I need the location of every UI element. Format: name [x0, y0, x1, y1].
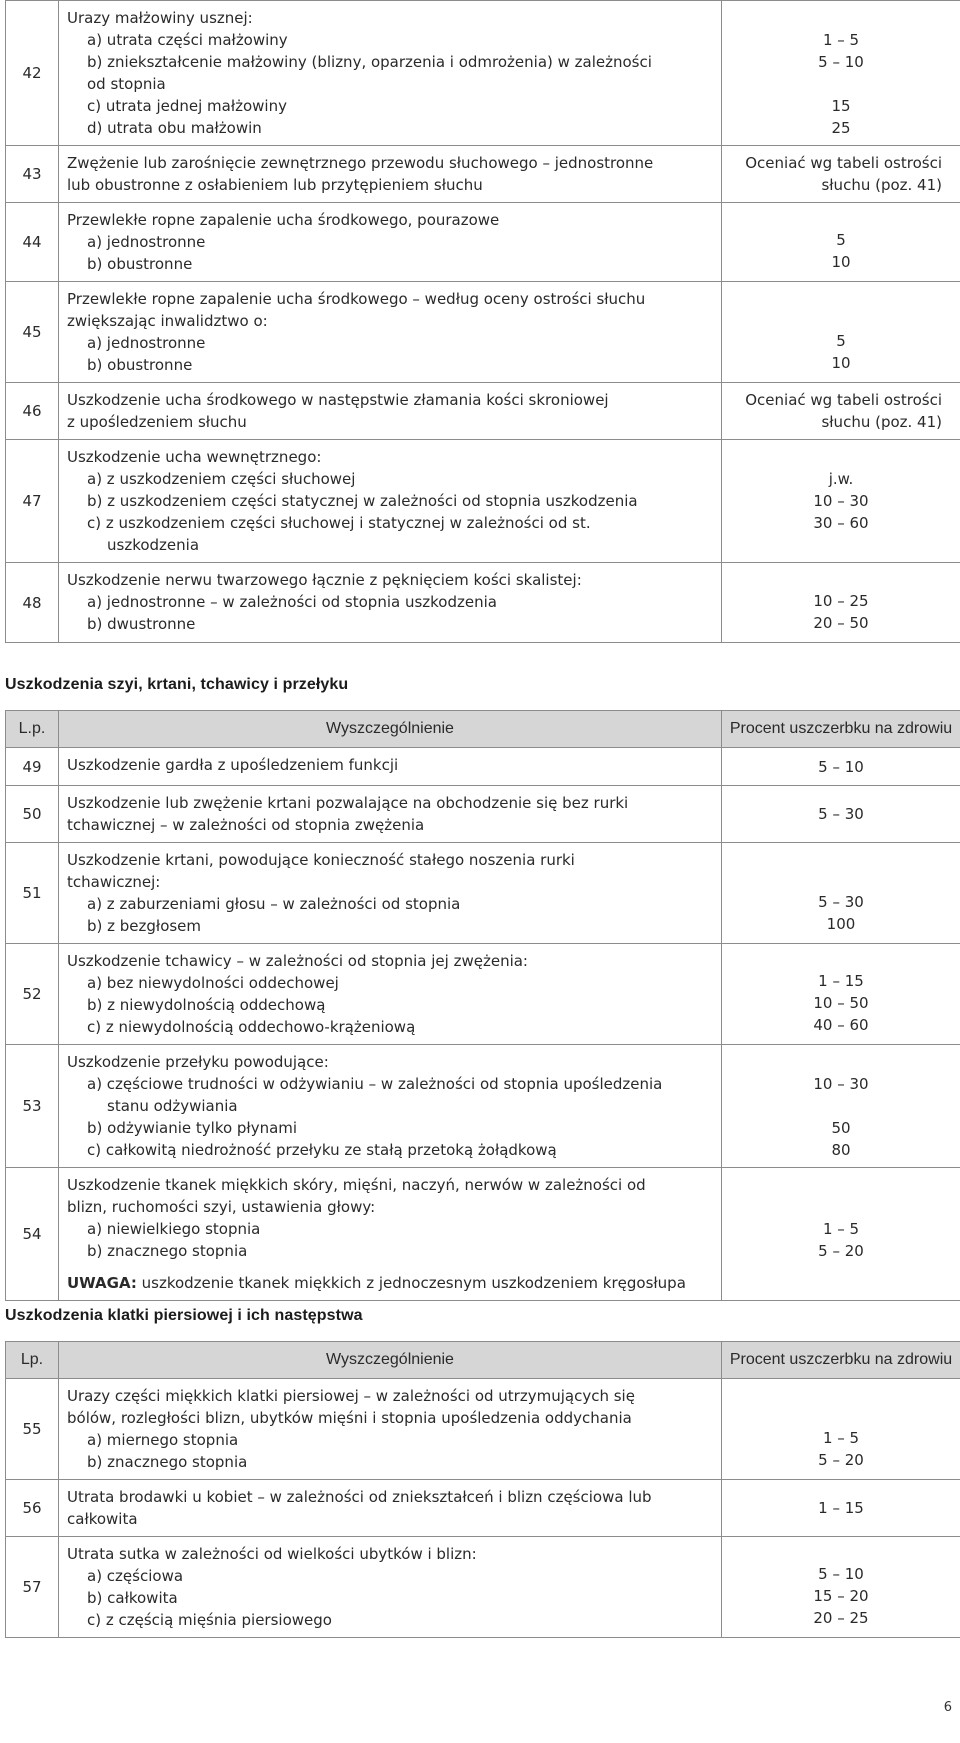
- row-description: Uszkodzenie tchawicy – w zależności od stopnia jej zwężenia: a) bez niewydolności oddechowej b) z niewydolnością oddechową c) z niewydolnością oddechowo-krążeniową: [59, 944, 722, 1045]
- column-header-description: Wyszczególnienie: [59, 711, 722, 748]
- row-lp: 50: [6, 786, 59, 843]
- row-description: Urazy części miękkich klatki piersiowej – w zależności od utrzymujących się bólów, rozległości blizn, ubytków mięśni i stopnia upośledzenia oddychania a) miernego stopnia b) znacznego stopnia: [59, 1379, 722, 1480]
- row-lp: 48: [6, 563, 59, 643]
- table-row: [6, 1537, 960, 1638]
- column-header-lp: Lp.: [6, 1342, 59, 1379]
- table-row: [6, 203, 960, 282]
- row-description: Przewlekłe ropne zapalenie ucha środkowego, pourazowe a) jednostronne b) obustronne: [59, 203, 722, 282]
- row-lp: 45: [6, 282, 59, 383]
- row-lp: 46: [6, 383, 59, 440]
- row-percent: 1 – 15 10 – 50 40 – 60: [722, 944, 960, 1045]
- row-description: Utrata sutka w zależności od wielkości ubytków i blizn: a) częściowa b) całkowita c) z częścią mięśnia piersiowego: [59, 1537, 722, 1638]
- table-row: [6, 1379, 960, 1480]
- table-row: [6, 146, 960, 203]
- table-header-row: [6, 711, 960, 748]
- row-percent: 1 – 15: [722, 1480, 960, 1537]
- table-row: [6, 440, 960, 563]
- note-text: uszkodzenie tkanek miękkich z jednoczesnym uszkodzeniem kręgosłupa: [136, 1274, 686, 1292]
- table-row: [6, 786, 960, 843]
- row-lp: 52: [6, 944, 59, 1045]
- row-lp: 53: [6, 1045, 59, 1168]
- row-lp: 51: [6, 843, 59, 944]
- row-percent: 1 – 5 5 – 20: [722, 1168, 960, 1301]
- row-percent: 5 10: [722, 282, 960, 383]
- table-row: [6, 1480, 960, 1537]
- column-header-lp: L.p.: [6, 711, 59, 748]
- row-percent: Oceniać wg tabeli ostrości słuchu (poz. 41): [722, 146, 960, 203]
- row-percent: 5 – 30 100: [722, 843, 960, 944]
- row-percent: 5 – 10 15 – 20 20 – 25: [722, 1537, 960, 1638]
- table-row: [6, 1045, 960, 1168]
- column-header-description: Wyszczególnienie: [59, 1342, 722, 1379]
- row-percent: 1 – 5 5 – 10 15 25: [722, 1, 960, 146]
- table-header-row: [6, 1342, 960, 1379]
- row-lp: 47: [6, 440, 59, 563]
- row-description: Przewlekłe ropne zapalenie ucha środkowego – według oceny ostrości słuchu zwiększając inwalidztwo o: a) jednostronne b) obustronne: [59, 282, 722, 383]
- table-row: [6, 944, 960, 1045]
- column-header-percent: Procent uszczerbku na zdrowiu: [722, 711, 960, 748]
- row-percent: 5 10: [722, 203, 960, 282]
- table-row: [6, 843, 960, 944]
- row-description: Zwężenie lub zarośnięcie zewnętrznego przewodu słuchowego – jednostronne lub obustronne z osłabieniem lub przytępieniem słuchu: [59, 146, 722, 203]
- table-neck-injuries: [5, 710, 960, 1301]
- row-percent: 5 – 10: [722, 748, 960, 786]
- row-percent: 1 – 5 5 – 20: [722, 1379, 960, 1480]
- row-description: Uszkodzenie lub zwężenie krtani pozwalające na obchodzenie się bez rurki tchawicznej – w zależności od stopnia zwężenia: [59, 786, 722, 843]
- row-description: Uszkodzenie nerwu twarzowego łącznie z pęknięciem kości skalistej: a) jednostronne – w zależności od stopnia uszkodzenia b) dwustronne: [59, 563, 722, 643]
- row-lp: 57: [6, 1537, 59, 1638]
- row-description: Uszkodzenie ucha środkowego w następstwie złamania kości skroniowej z upośledzeniem słuchu: [59, 383, 722, 440]
- section-title-chest: Uszkodzenia klatki piersiowej i ich następstwa: [5, 1307, 363, 1324]
- row-description: Urazy małżowiny usznej: a) utrata części małżowiny b) zniekształcenie małżowiny (blizny, oparzenia i odmrożenia) w zależności od stopnia c) utrata jednej małżowiny d) utrata obu małżowin: [59, 1, 722, 146]
- note-label: UWAGA:: [67, 1274, 137, 1292]
- table-row: [6, 563, 960, 643]
- row-lp: 55: [6, 1379, 59, 1480]
- row-percent: j.w. 10 – 30 30 – 60: [722, 440, 960, 563]
- row-lp: 44: [6, 203, 59, 282]
- note: [67, 1272, 713, 1294]
- row-percent: 10 – 25 20 – 50: [722, 563, 960, 643]
- row-percent: 10 – 30 50 80: [722, 1045, 960, 1168]
- row-description: Uszkodzenie tkanek miękkich skóry, mięśni, naczyń, nerwów w zależności od blizn, ruchomości szyi, ustawienia głowy: a) niewielkiego stopnia b) znacznego stopnia UWAGA: uszkodzenie tkanek miękkich z jednoczesnym uszkodzeniem kręgosłupa: [59, 1168, 722, 1301]
- row-lp: 54: [6, 1168, 59, 1301]
- table-row: [6, 1, 960, 146]
- page-number: 6: [943, 1700, 952, 1715]
- row-description: Uszkodzenie ucha wewnętrznego: a) z uszkodzeniem części słuchowej b) z uszkodzeniem części statycznej w zależności od stopnia uszkodzenia c) z uszkodzeniem części słuchowej i statycznej w zależności od st. uszkodzenia: [59, 440, 722, 563]
- row-percent: Oceniać wg tabeli ostrości słuchu (poz. 41): [722, 383, 960, 440]
- table-chest-injuries: [5, 1341, 960, 1638]
- table-row: [6, 1168, 960, 1301]
- row-description: Uszkodzenie gardła z upośledzeniem funkcji: [59, 748, 722, 786]
- row-description: Utrata brodawki u kobiet – w zależności od zniekształceń i blizn częściowa lub całkowita: [59, 1480, 722, 1537]
- section-title-neck: Uszkodzenia szyi, krtani, tchawicy i przełyku: [5, 676, 349, 693]
- column-header-percent: Procent uszczerbku na zdrowiu: [722, 1342, 960, 1379]
- row-lp: 42: [6, 1, 59, 146]
- row-lp: 43: [6, 146, 59, 203]
- row-percent: 5 – 30: [722, 786, 960, 843]
- row-description: Uszkodzenie krtani, powodujące konieczność stałego noszenia rurki tchawicznej: a) z zaburzeniami głosu – w zależności od stopnia b) z bezgłosem: [59, 843, 722, 944]
- table-row: [6, 383, 960, 440]
- row-description: Uszkodzenie przełyku powodujące: a) częściowe trudności w odżywianiu – w zależności od stopnia upośledzenia stanu odżywiania b) odżywianie tylko płynami c) całkowitą niedrożność przełyku ze stałą przetoką żołądkową: [59, 1045, 722, 1168]
- table-ear-injuries: [5, 0, 960, 643]
- row-lp: 49: [6, 748, 59, 786]
- table-row: [6, 748, 960, 786]
- row-lp: 56: [6, 1480, 59, 1537]
- table-row: [6, 282, 960, 383]
